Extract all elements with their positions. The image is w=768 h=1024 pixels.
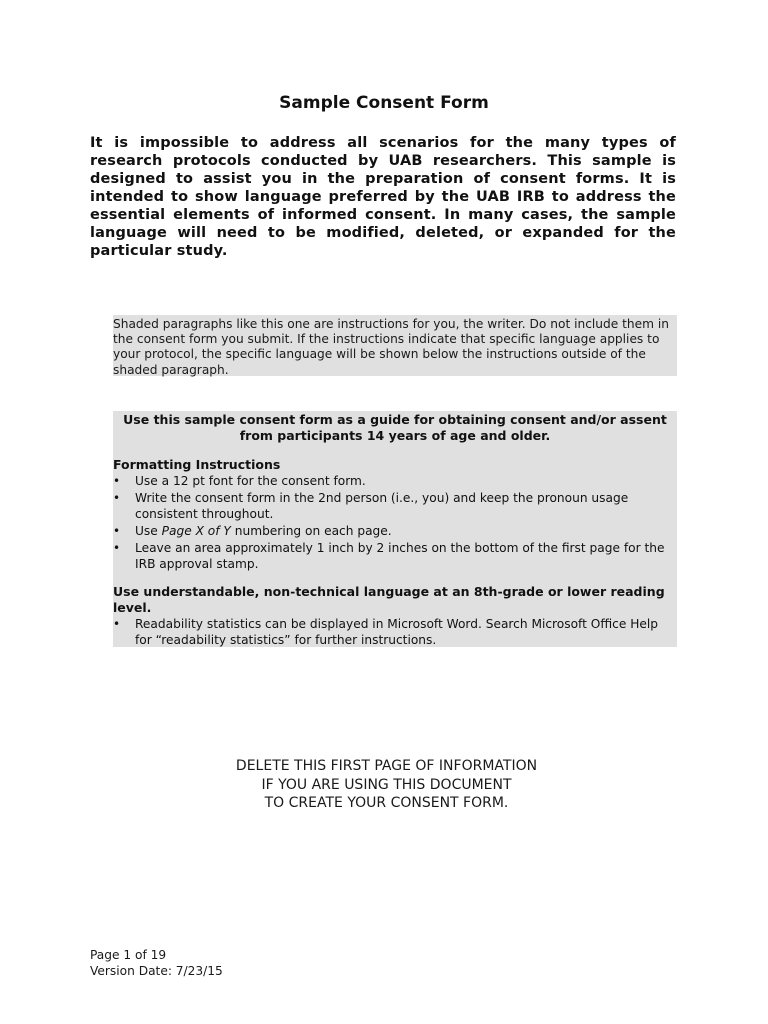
language-item	[113, 616, 677, 648]
page-footer	[90, 947, 223, 979]
delete-note-line-3: TO CREATE YOUR CONSENT FORM.	[264, 795, 509, 811]
bullet-icon: •	[113, 541, 121, 555]
intro-paragraph: It is impossible to address all scenarios for the many types of research protocols conducted by UAB researchers. This sample is designed to assist you in the preparation of consent forms. It is intended to show language preferred by the UAB IRB to address the essential elements of informed consent. In many cases, the sample language will need to be modified, deleted, or expanded for the particular study.	[90, 135, 676, 259]
language-list	[113, 616, 677, 648]
bullet-pre: Readability statistics can be displayed in Microsoft Word. Search Microsoft Office Help for “readability statistics” for further instructions.	[135, 617, 659, 647]
bullet-pre: Use a 12 pt font for the consent form.	[135, 474, 366, 488]
language-heading: Use understandable, non-technical language at an 8th-grade or lower reading level.	[113, 584, 665, 615]
guide-instruction-box	[113, 411, 677, 647]
bullet-pre: Use	[135, 524, 162, 538]
delete-note-line-1: DELETE THIS FIRST PAGE OF INFORMATION	[235, 758, 538, 774]
formatting-heading: Formatting Instructions	[113, 457, 281, 472]
formatting-item	[113, 523, 677, 539]
bullet-pre: Write the consent form in the 2nd person (i.e., you) and keep the pronoun usage consistent throughout.	[135, 491, 629, 521]
formatting-item	[113, 540, 677, 572]
bullet-icon: •	[113, 524, 121, 538]
bullet-emphasis: Page X of Y	[161, 524, 231, 538]
formatting-list	[113, 473, 677, 572]
formatting-item	[113, 473, 677, 489]
page-number: Page 1 of 19	[90, 948, 167, 962]
document-title: Sample Consent Form	[279, 93, 489, 113]
guide-heading: Use this sample consent form as a guide for obtaining consent and/or assent from participants 14 years of age and older.	[123, 412, 667, 443]
bullet-icon: •	[113, 474, 121, 488]
bullet-post: numbering on each page.	[230, 524, 392, 538]
version-date: Version Date: 7/23/15	[90, 964, 223, 978]
formatting-item	[113, 490, 677, 522]
delete-page-note	[0, 757, 768, 813]
bullet-icon: •	[113, 491, 121, 505]
shaded-instruction-text: Shaded paragraphs like this one are instructions for you, the writer. Do not include them in the consent form you submit. If the instructions indicate that specific language applies to your protocol, the specific language will be shown below the instructions outside of the shaded paragraph.	[113, 317, 669, 377]
bullet-pre: Leave an area approximately 1 inch by 2 inches on the bottom of the first page for the IRB approval stamp.	[135, 541, 665, 571]
delete-note-line-2: IF YOU ARE USING THIS DOCUMENT	[261, 776, 512, 793]
shaded-instruction-box	[113, 315, 677, 376]
bullet-icon: •	[113, 617, 121, 631]
